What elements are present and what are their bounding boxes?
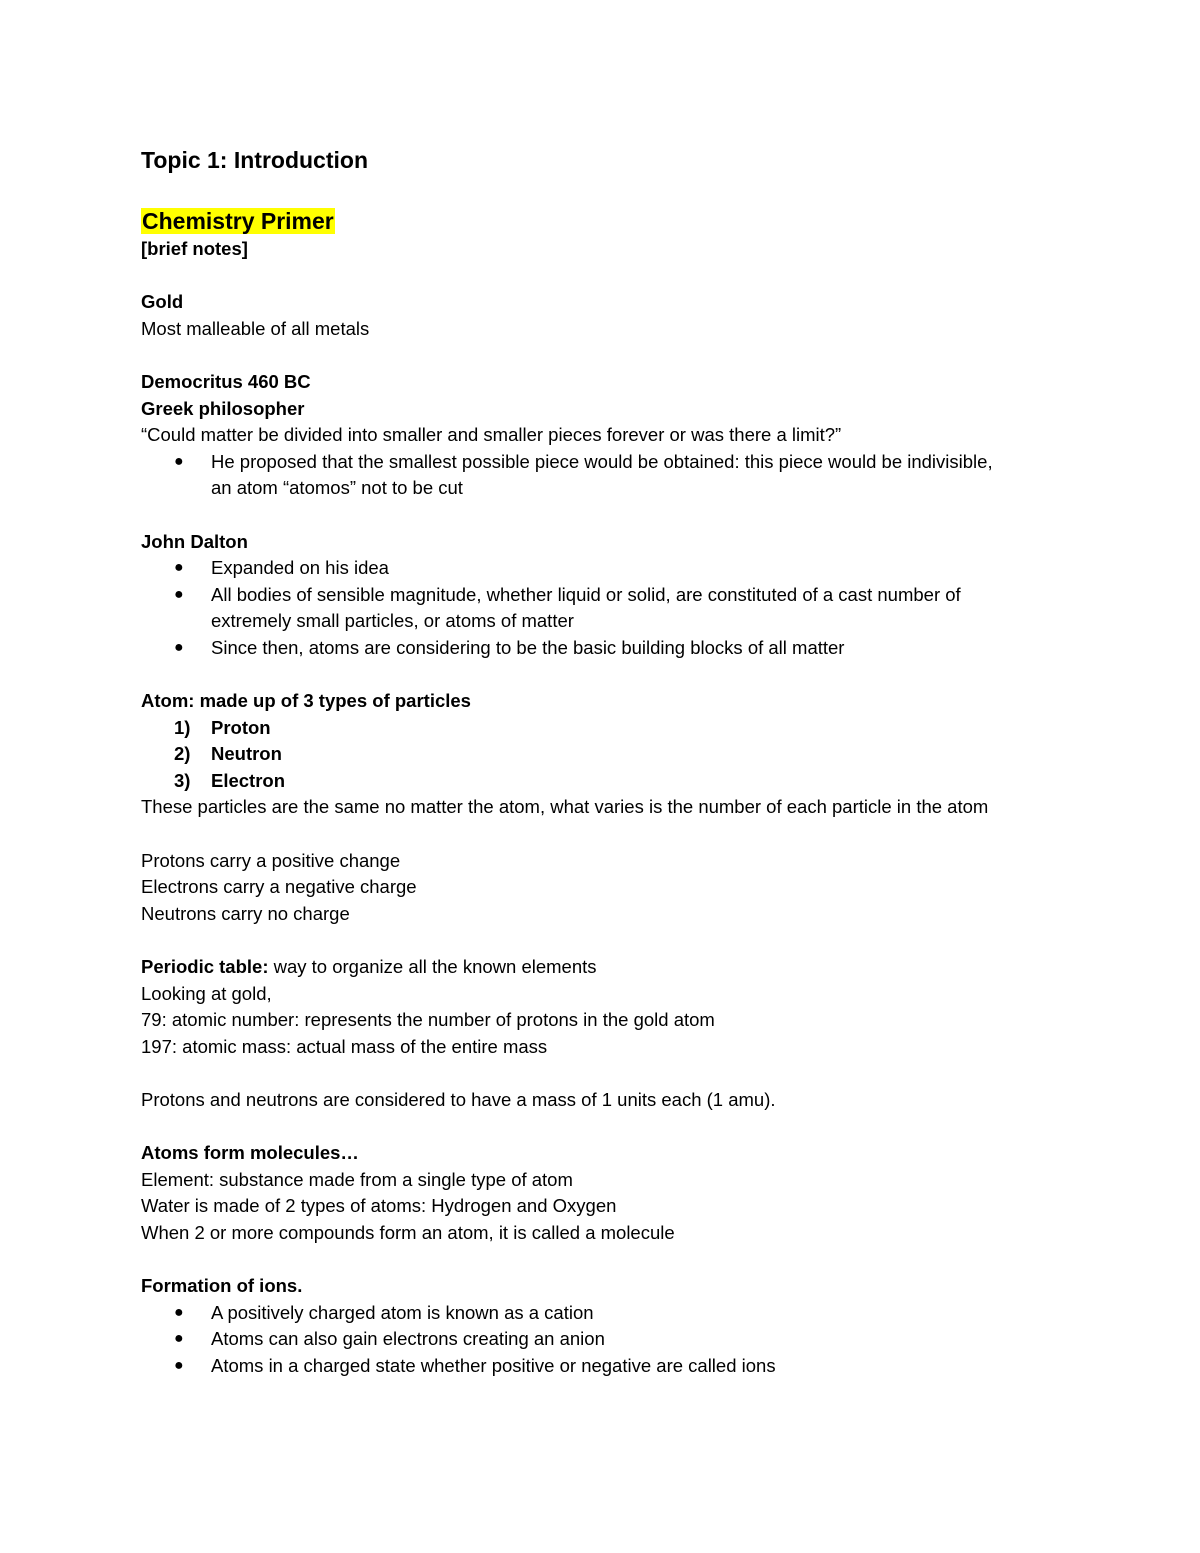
section-heading	[141, 206, 1071, 236]
charge-line: Electrons carry a negative charge	[141, 876, 417, 898]
charge-line: Neutrons carry no charge	[141, 902, 350, 924]
mass-note: Protons and neutrons are considered to have a mass of 1 units each (1 amu).	[141, 1089, 776, 1110]
periodic-line: Periodic table: way to organize all the known elements	[141, 956, 597, 978]
democritus-bullets	[141, 449, 1071, 502]
democritus-subtitle: Greek philosopher	[141, 397, 305, 419]
democritus-title: Democritus 460 BC	[141, 370, 311, 392]
highlighted-heading: Chemistry Primer	[142, 208, 334, 234]
ions-bullets	[141, 1300, 1071, 1380]
bullet-icon: ●	[174, 559, 184, 577]
gold-title: Gold	[141, 291, 184, 313]
page-title: Topic 1: Introduction	[141, 147, 368, 173]
molecules-line: When 2 or more compounds form an atom, it is called a molecule	[141, 1221, 675, 1243]
bullet-icon: ●	[174, 1303, 184, 1321]
list-item: ● Atoms can also gain electrons creating an anion	[141, 1326, 1071, 1353]
list-item: ● All bodies of sensible magnitude, whether liquid or solid, are constituted of a cast number of extremely small particles, or atoms of matter	[174, 583, 961, 632]
molecules-line: Water is made of 2 types of atoms: Hydrogen and Oxygen	[141, 1195, 617, 1217]
list-item: 3) Electron	[174, 769, 286, 791]
dalton-bullets	[141, 555, 1071, 661]
gold-text: Most malleable of all metals	[141, 317, 370, 339]
democritus-quote: “Could matter be divided into smaller and smaller pieces forever or was there a limit?”	[141, 424, 842, 446]
molecules-line: Element: substance made from a single type of atom	[141, 1168, 573, 1190]
bullet-icon: ●	[174, 638, 184, 656]
subheading: [brief notes]	[141, 238, 248, 259]
charge-line: Protons carry a positive change	[141, 849, 401, 871]
list-item: ● Since then, atoms are considering to be the basic building blocks of all matter	[141, 635, 1071, 662]
bullet-icon: ●	[174, 585, 184, 603]
bullet-icon: ●	[174, 1356, 184, 1374]
bullet-icon: ●	[174, 1330, 184, 1348]
bullet-icon: ●	[174, 452, 184, 470]
atom-title: Atom: made up of 3 types of particles	[141, 690, 471, 712]
particle-list	[141, 715, 1071, 795]
list-item: 2) Neutron	[174, 743, 282, 765]
atom-note: These particles are the same no matter the atom, what varies is the number of each particle in the atom	[141, 796, 989, 818]
periodic-line: 197: atomic mass: actual mass of the entire mass	[141, 1035, 548, 1057]
list-item: ● He proposed that the smallest possible piece would be obtained: this piece would be indivisible, an atom “atomos” not to be cut	[174, 450, 993, 499]
list-item: ● A positively charged atom is known as a cation	[141, 1300, 1071, 1327]
list-item: ● Atoms in a charged state whether positive or negative are called ions	[141, 1353, 1071, 1380]
ions-title: Formation of ions.	[141, 1275, 303, 1297]
periodic-line: 79: atomic number: represents the number of protons in the gold atom	[141, 1009, 715, 1031]
list-item: 1) Proton	[174, 716, 271, 738]
list-item: ● Expanded on his idea	[141, 555, 1071, 582]
document-page	[141, 140, 1071, 1380]
dalton-title: John Dalton	[141, 530, 248, 552]
molecules-title: Atoms form molecules…	[141, 1142, 359, 1164]
periodic-line: Looking at gold,	[141, 982, 272, 1004]
